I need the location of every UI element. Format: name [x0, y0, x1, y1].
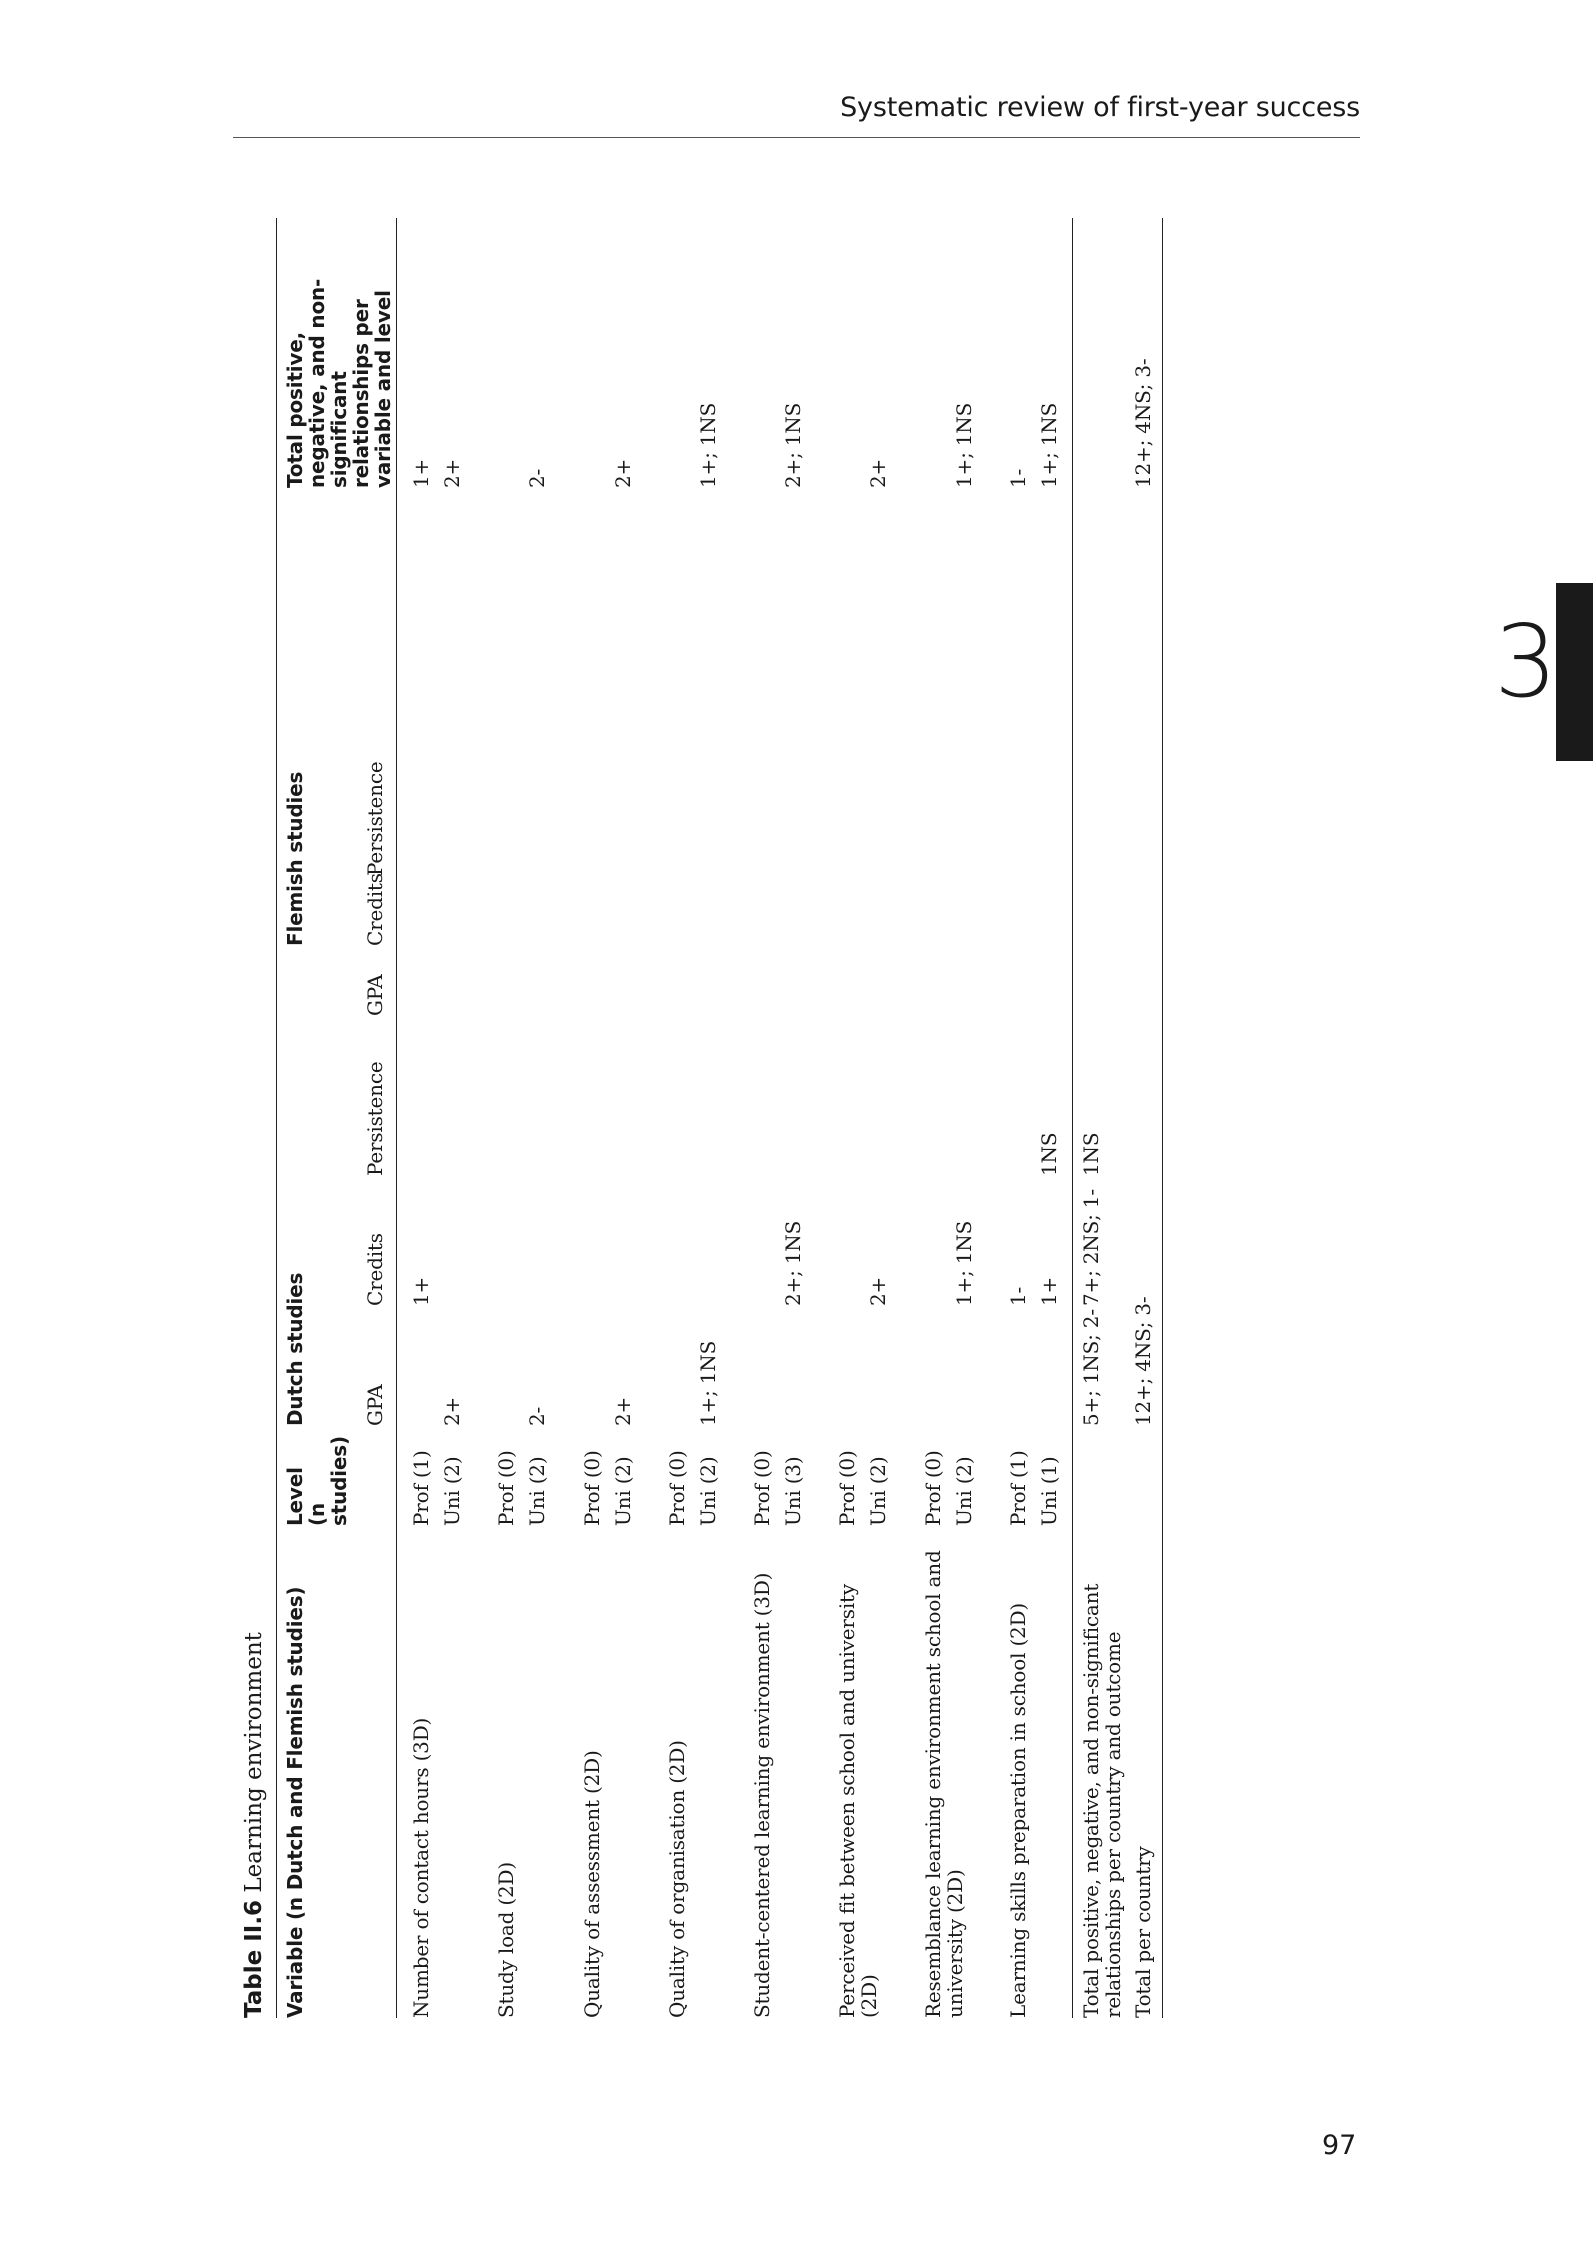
row-level: Prof (0): [921, 1450, 945, 1526]
cell-total: 2+: [866, 458, 890, 488]
row-level: Uni (2): [611, 1456, 635, 1526]
row-level: Uni (2): [866, 1456, 890, 1526]
cell-dutch-credits: 2+: [866, 1276, 890, 1306]
caption-label: Table II.6: [241, 1899, 267, 2018]
subheader-flemish-persistence: Persistence: [363, 761, 387, 876]
cell-dutch-credits: 1+: [409, 1276, 433, 1306]
totals-rule: [1072, 218, 1073, 2018]
row-variable: Number of contact hours (3D): [409, 1717, 433, 2018]
cell-total: 1+; 1NS: [1037, 402, 1061, 488]
chapter-tab: [1556, 583, 1593, 761]
cell-dutch-gpa: 2+: [440, 1396, 464, 1426]
totals-dutch-credits: 7+; 2NS; 1-: [1079, 1189, 1103, 1306]
cell-total: 1+; 1NS: [696, 402, 720, 488]
cell-dutch-gpa: 2+: [611, 1396, 635, 1426]
row-level: Uni (2): [440, 1456, 464, 1526]
cell-total: 2-: [525, 468, 549, 488]
row-level: Uni (2): [525, 1456, 549, 1526]
cell-dutch-credits: 1+; 1NS: [952, 1220, 976, 1306]
country-total-overall: 12+; 4NS; 3-: [1131, 358, 1155, 488]
row-level: Prof (1): [1006, 1450, 1030, 1526]
row-level: Prof (0): [750, 1450, 774, 1526]
bottom-rule: [1162, 218, 1163, 2018]
country-total-label: Total per country: [1131, 1846, 1155, 2018]
caption-title: Learning environment: [241, 1632, 267, 1893]
row-level: Prof (0): [580, 1450, 604, 1526]
row-level: Uni (2): [696, 1456, 720, 1526]
cell-dutch-persistence: 1NS: [1037, 1132, 1061, 1176]
row-variable: Student-centered learning environment (3D): [750, 1572, 774, 2018]
cell-dutch-gpa: 2-: [525, 1406, 549, 1426]
row-level: Uni (1): [1037, 1456, 1061, 1526]
header-rule-bottom: [396, 218, 397, 2018]
cell-total: 2+; 1NS: [781, 402, 805, 488]
chapter-number: 3: [1494, 603, 1558, 720]
cell-dutch-credits: 1-: [1006, 1286, 1030, 1306]
cell-total: 2+: [440, 458, 464, 488]
cell-total: 2+: [611, 458, 635, 488]
totals-dutch-gpa: 5+; 1NS; 2-: [1079, 1309, 1103, 1426]
rotated-table: [232, 218, 1232, 2018]
country-total-dutch: 12+; 4NS; 3-: [1131, 1296, 1155, 1426]
totals-dutch-persistence: 1NS: [1079, 1132, 1103, 1176]
cell-dutch-gpa: 1+; 1NS: [696, 1340, 720, 1426]
header-rule: [233, 137, 1360, 138]
cell-dutch-credits: 1+: [1037, 1276, 1061, 1306]
header-dutch-studies: Dutch studies: [283, 1272, 307, 1426]
subheader-dutch-persistence: Persistence: [363, 1061, 387, 1176]
subheader-flemish-credits: Credits: [363, 873, 387, 946]
row-level: Prof (1): [409, 1450, 433, 1526]
row-variable: Quality of organisation (2D): [665, 1740, 689, 2018]
cell-total: 1-: [1006, 468, 1030, 488]
header-variable: Variable (n Dutch and Flemish studies): [283, 1586, 307, 2018]
subheader-dutch-gpa: GPA: [363, 1384, 387, 1426]
header-flemish-studies: Flemish studies: [283, 771, 307, 946]
row-variable: Perceived fit between school and university (2D): [835, 1584, 881, 2018]
cell-total: 1+: [409, 458, 433, 488]
header-total: Total positive, negative, and non-significant relationships per variable and level: [283, 278, 395, 488]
cell-total: 1+; 1NS: [952, 402, 976, 488]
header-level: Level (n studies): [283, 1436, 351, 1526]
top-rule: [276, 218, 277, 2018]
row-level: Prof (0): [835, 1450, 859, 1526]
row-variable: Learning skills preparation in school (2D): [1006, 1602, 1030, 2018]
cell-dutch-credits: 2+; 1NS: [781, 1220, 805, 1306]
row-level: Prof (0): [665, 1450, 689, 1526]
row-variable: Quality of assessment (2D): [580, 1750, 604, 2018]
subheader-dutch-credits: Credits: [363, 1233, 387, 1306]
subheader-flemish-gpa: GPA: [363, 974, 387, 1016]
row-variable: Study load (2D): [494, 1862, 518, 2018]
page-number: 97: [1322, 2130, 1357, 2161]
row-level: Uni (2): [952, 1456, 976, 1526]
totals-label: Total positive, negative, and non-significant relationships per country and outcome: [1079, 1583, 1125, 2018]
row-level: Uni (3): [781, 1456, 805, 1526]
row-variable: Resemblance learning environment school and university (2D): [921, 1550, 967, 2018]
running-head: Systematic review of first-year success: [840, 92, 1360, 123]
row-level: Prof (0): [494, 1450, 518, 1526]
table-caption: [232, 1632, 276, 2018]
